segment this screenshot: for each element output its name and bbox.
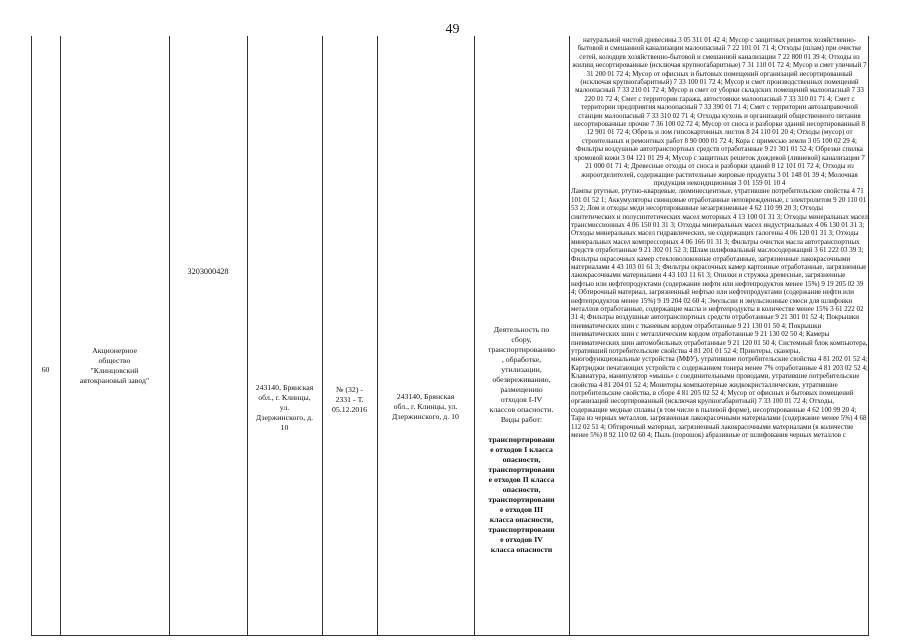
activity-intro: Деятельность по сбору, транспортированию , обработке, утилизации, обезвреживанию, размещению отходов I-IV классов опасности. Виды работ: bbox=[488, 325, 555, 424]
waste-types-second: Лампы ртутные, ртутно-кварцевые, люминесцентные, утратившие потребительские свойства 4 71 101 01 52 1; Аккумуляторы свинцовые отработанные неповрежденные, с электролитом 9 20 110 01 53 2; Лом и отходы меди несортированные незагрязненные 4 62 110 99 20 3; Отходы синтетических и полусинтетических масел моторных 4 13 100 01 31 3; Отходы минеральных масел трансмиссионных 4 06 150 01 31 3; Отходы минеральных масел индустриальных 4 06 130 01 31 3; Отходы минеральных масел гидравлических, не содержащих галогены 4 06 120 01 31 3; Отходы минеральных масел компрессорных 4 06 166 01 31 3; Фильтры очистки масла автотранспортных средств отработанные 9 21 302 01 52 3; Шлам шлифовальный маслосодержащий 3 61 222 03 39 3; Фильтры окрасочных камер стекловолоконные отработанные, загрязненные лакокрасочными материалами 4 43 103 01 61 3; Фильтры окрасочных камер картонные отработанные, загрязненные лакокрасочными материалами 4 43 103 11 61 3; Опилки и стружка древесные, загрязненные нефтью или нефтепродуктами (содержание нефти или нефтепродуктов менее 15%) 9 19 205 02 39 4; Обтирочный материал, загрязненный нефтью или нефтепродуктами (содержание нефти или нефтепродуктов менее 15%) 9 19 204 02 60 4; Эмульсии и эмульсионные смеси для шлифовки металлов отработанные, содержащие масла и нефтепродукты в количестве менее 15% 3 61 222 02 31 4; Фильтры воздушные автотранспортных средств отработанные 9 21 301 01 52 4; Покрышки пневматических шин с тканевым кордом отработанные 9 21 130 01 50 4; Покрышки пневматических шин с металлическим кордом отработанные 9 21 130 02 50 4; Камеры пневматических шин автомобильных отработанные 9 21 120 01 50 4; Системный блок компьютера, утративший потребительские свойства 4 81 201 01 52 4; Принтеры, сканеры, многофункциональные устройства (МФУ), утратившие потребительские свойства 4 81 202 01 52 4; Картриджи печатающих устройств с содержанием тонера менее 7% отработанные 4 81 203 02 52 4; Клавиатура, манипулятор «мышь» с соединительными проводами, утратившие потребительские свойства 4 81 204 01 52 4; Мониторы компьютерные жидкокристаллические, утратившие потребительские свойства, в сборе 4 81 205 02 52 4; Мусор от офисных и бытовых помещений организаций несортированный (исключая крупногабаритный) 7 33 100 01 72 4; Отходы, содержащие медные сплавы (в том числе в пылевой форме), несортированные 4 62 100 99 20 4; Тара из черных металлов, загрязненная лакокрасочными материалами (содержание менее 5%) 4 68 112 02 51 4; Обтирочный материал, загрязненный лакокрасочными материалами (в количестве менее 5%) 8 92 110 02 60 4; Пыль (порошок) абразивные от шлифования черных металлов с bbox=[571, 187, 868, 440]
legal-address: 243140, Брянская обл., г. Клинцы, ул. Дзержинского, д. 10 bbox=[255, 383, 314, 432]
row-number: 60 bbox=[41, 365, 50, 374]
activity-description bbox=[474, 315, 569, 565]
site-address: 243140, Брянская обл., г. Клинцы, ул. Дзержинского, д. 10 bbox=[392, 392, 459, 421]
activity-works: транспортировани е отходов I класса опасности, транспортировани е отходов II класса опасности, транспортировани е отходов III класса опасности, транспортировани е отходов IV класса опасности bbox=[488, 435, 555, 554]
license-table bbox=[31, 36, 869, 636]
waste-types bbox=[571, 36, 868, 440]
waste-types-first: натуральной чистой древесины 3 05 311 01 42 4; Мусор с защитных решеток хозяйственно-бытовой и смешанной канализации малоопасный 7 22 101 01 71 4; Отходы (шлам) при очистке сетей, колодцев хозяйственно-бытовой и смешанной канализации 7 22 800 01 39 4; Отходы из жилищ несортированные (исключая крупногабаритные) 7 31 110 01 72 4; Мусор и смет уличный 7 31 200 01 72 4; Мусор от офисных и бытовых помещений организаций несортированный (исключая крупногабаритный) 7 33 100 01 72 4; Мусор и смет производственных помещений малоопасный 7 33 210 01 72 4; Мусор и смет от уборки складских помещений малоопасный 7 33 220 01 72 4; Смет с территории гаража, автостоянки малоопасный 7 33 310 01 71 4; Смет с территории предприятия малоопасный 7 33 390 01 71 4; Смет с территории автозаправочной станции малоопасный 7 33 310 02 71 4; Отходы кухонь и организаций общественного питания несортированные прочие 7 36 100 02 72 4; Мусор от сноса и разборки зданий несортированный 8 12 901 01 72 4; Обрезь и лом гипсокартонных листов 8 24 110 01 20 4; Отходы (мусор) от строительных и ремонтных работ 8 90 000 01 72 4; Кора с примесью земли 3 05 100 02 29 4; Фильтры воздушные автотранспортных средств отработанные 9 21 301 01 52 4; Обрезки спилка хромовой кожи 3 04 121 01 29 4; Мусор с защитных решеток дождевой (ливневой) канализации 7 21 000 01 71 4; Древесные отходы от сноса и разборки зданий 8 12 101 01 72 4; Отходы из жироотделителей, содержащие растительные жировые продукты 3 01 148 01 39 4; Молочная продукция некондиционная 3 01 159 01 10 4 bbox=[572, 36, 867, 187]
inn: 3203000428 bbox=[187, 267, 229, 276]
license-number: № (32) - 2331 - Т. 05.12.2016 bbox=[331, 385, 368, 414]
page-number: 49 bbox=[445, 22, 460, 37]
company-name: Акционерное общество "Клинцовский автокрановый завод" bbox=[79, 346, 150, 385]
